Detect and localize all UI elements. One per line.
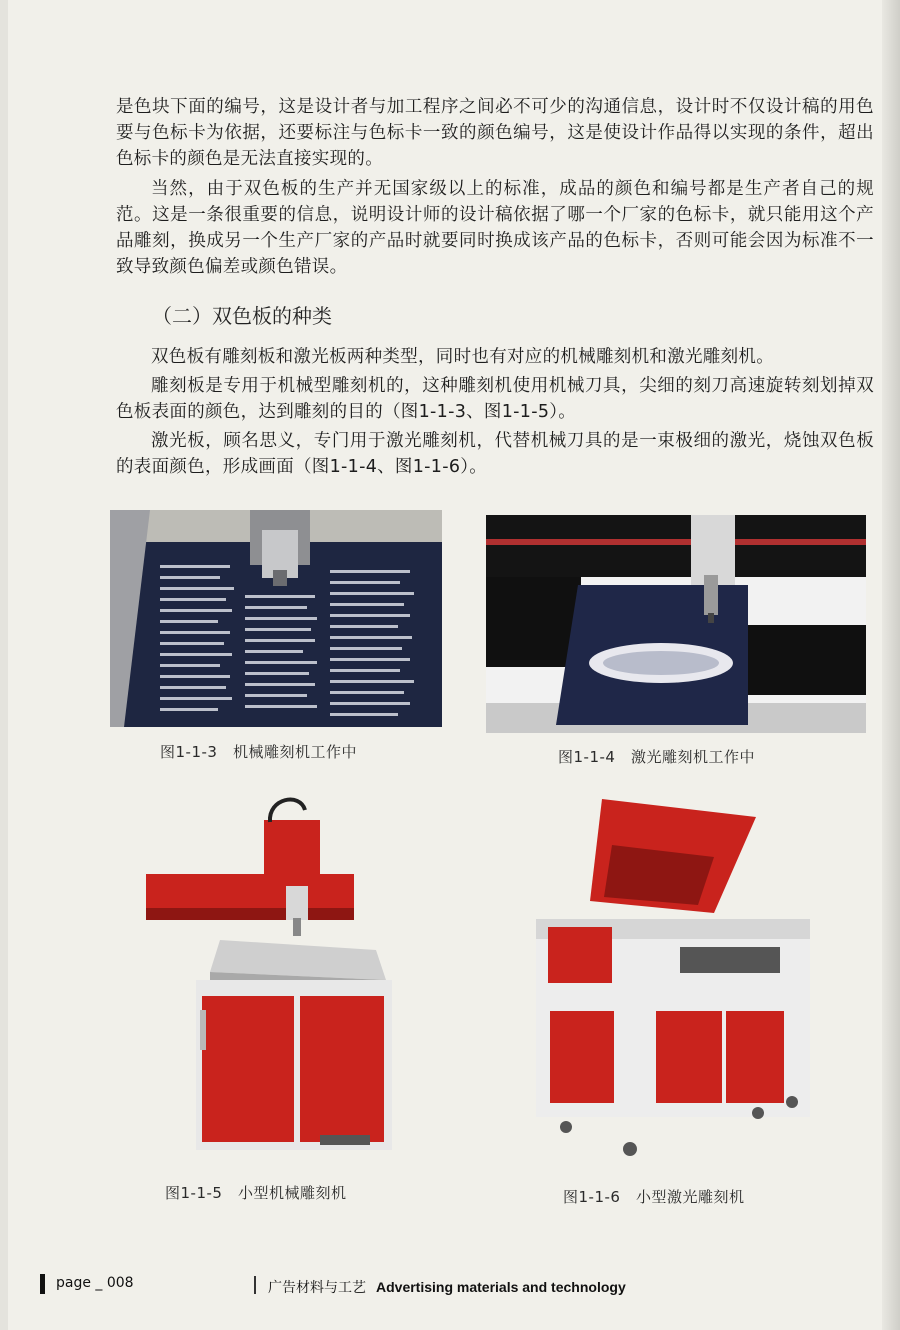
figure-caption-1-1-3: 图1-1-3 机械雕刻机工作中 bbox=[160, 743, 357, 761]
book-title-english: Advertising materials and technology bbox=[376, 1279, 626, 1295]
photo-mechanical-engraving-in-progress bbox=[110, 510, 442, 727]
section-paragraph-3: 激光板，顾名思义，专门用于激光雕刻机，代替机械刀具的是一束极细的激光，烧蚀双色板的表面颜色，形成画面（图1-1-4、图1-1-6）。 bbox=[116, 431, 874, 477]
running-footer-title bbox=[268, 1277, 626, 1297]
section-paragraph-1: 双色板有雕刻板和激光板两种类型，同时也有对应的机械雕刻机和激光雕刻机。 bbox=[151, 347, 774, 367]
photo-small-mechanical-engraver bbox=[140, 790, 408, 1175]
footer-marker bbox=[40, 1274, 45, 1294]
photo-laser-engraving-in-progress bbox=[486, 515, 866, 733]
page-left-edge bbox=[0, 0, 8, 1330]
book-title-chinese: 广告材料与工艺 bbox=[268, 1280, 366, 1296]
figure-caption-1-1-5: 图1-1-5 小型机械雕刻机 bbox=[165, 1184, 347, 1202]
page-number: page _ 008 bbox=[56, 1275, 134, 1291]
photo-small-laser-engraver bbox=[530, 797, 814, 1167]
body-paragraph-2: 当然，由于双色板的生产并无国家级以上的标准，成品的颜色和编号都是生产者自己的规范。这是一条很重要的信息，说明设计师的设计稿依据了哪一个厂家的色标卡，就只能用这个产品雕刻，换成另一个生产厂家的产品时就要同时换成该产品的色标卡，否则可能会因为标准不一致导致颜色偏差或颜色错误。 bbox=[116, 179, 874, 277]
figure-caption-1-1-4: 图1-1-4 激光雕刻机工作中 bbox=[558, 748, 755, 766]
section-heading: （二）双色板的种类 bbox=[152, 304, 332, 328]
body-paragraph-1: 是色块下面的编号，这是设计者与加工程序之间必不可少的沟通信息，设计时不仅设计稿的用色要与色标卡为依据，还要标注与色标卡一致的颜色编号，这是使设计作品得以实现的条件，超出色标卡的颜色是无法直接实现的。 bbox=[116, 97, 874, 169]
page-spine-shadow bbox=[882, 0, 900, 1330]
section-paragraph-2: 雕刻板是专用于机械型雕刻机的，这种雕刻机使用机械刀具，尖细的刻刀高速旋转刻划掉双色板表面的颜色，达到雕刻的目的（图1-1-3、图1-1-5）。 bbox=[116, 376, 874, 422]
figure-caption-1-1-6: 图1-1-6 小型激光雕刻机 bbox=[563, 1188, 745, 1206]
footer-divider bbox=[254, 1276, 256, 1294]
